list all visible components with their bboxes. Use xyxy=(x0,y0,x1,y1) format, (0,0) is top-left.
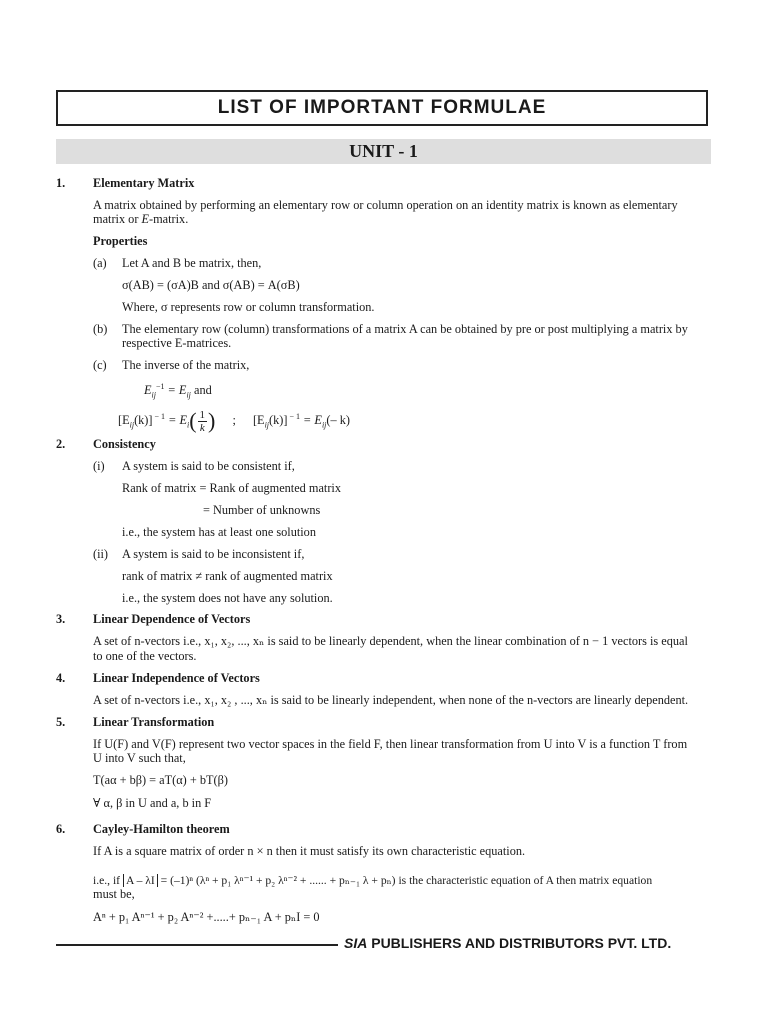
determinant-bars: A – λI xyxy=(123,874,158,887)
inverse-equation-1: $E_{ij}^{-1} = E_{ij}$ and xyxy=(144,381,212,400)
section-6-mustbe: must be, xyxy=(93,887,135,901)
section-5-title: Linear Transformation xyxy=(93,715,215,729)
consistency-ii-ie: i.e., the system does not have any solution. xyxy=(122,591,333,605)
consistency-i-text: A system is said to be consistent if, xyxy=(122,459,295,473)
consistency-ii-eq: rank of matrix ≠ rank of augmented matrix xyxy=(122,569,333,583)
page-title: LIST OF IMPORTANT FORMULAE xyxy=(217,97,547,118)
section-6-title: Cayley-Hamilton theorem xyxy=(93,822,230,836)
section-2-number: 2. xyxy=(56,437,66,451)
section-5-eq2: ∀ α, β in U and a, b in F xyxy=(93,796,212,810)
property-a-text: Let A and B be matrix, then, xyxy=(122,256,262,270)
property-a-label: (a) xyxy=(93,256,107,270)
inverse-equation-2: $[E_{ij}(k)] ^{- 1} = E_i$( $\frac{1}{k}$ ) ; $[E_{ij}(k)] ^{- 1} = E_{ij}(-$ k) xyxy=(118,408,350,434)
section-1-para-line1: A matrix obtained by performing an elementary row or column operation on an identity matrix is known as elementary xyxy=(93,198,678,212)
section-4-title: Linear Independence of Vectors xyxy=(93,671,260,685)
publisher-logo: SIA xyxy=(344,935,368,951)
footer-rule xyxy=(56,944,338,946)
property-c-text: The inverse of the matrix, xyxy=(122,358,250,372)
unit-heading-bar xyxy=(56,139,711,164)
section-3-title: Linear Dependence of Vectors xyxy=(93,612,251,626)
section-5-number: 5. xyxy=(56,715,66,729)
property-c-label: (c) xyxy=(93,358,107,372)
consistency-i-ie: i.e., the system has at least one solution xyxy=(122,525,316,539)
publisher-footer xyxy=(344,935,671,951)
section-2-title: Consistency xyxy=(93,437,156,451)
property-a-where: Where, σ represents row or column transformation. xyxy=(122,300,375,314)
section-6-characteristic-line: i.e., if A – λI = (–1)ⁿ (λⁿ + p₁ λⁿ⁻¹ + p₂ λⁿ⁻² + ...... + pₙ₋₁ λ + pₙ) is the characteristic equation of A then matrix equation xyxy=(93,874,653,887)
section-5-line2: U into V such that, xyxy=(93,751,186,765)
section-5-line1: If U(F) and V(F) represent two vector spaces in the field F, then linear transformation from U into V is a function T from xyxy=(93,737,688,751)
section-3-line1: A set of n-vectors i.e., x₁, x₂, ..., xₙ is said to be linearly dependent, when the linear combination of n − 1 vectors is equal xyxy=(93,634,688,648)
publisher-name: PUBLISHERS AND DISTRIBUTORS PVT. LTD. xyxy=(367,935,672,951)
property-b-line2: respective E-matrices. xyxy=(122,336,232,350)
consistency-i-label: (i) xyxy=(93,459,105,473)
section-3-line2: to one of the vectors. xyxy=(93,649,197,663)
section-1-number: 1. xyxy=(56,176,66,190)
section-1-title: Elementary Matrix xyxy=(93,176,195,190)
unit-heading: UNIT - 1 xyxy=(349,141,418,161)
section-4-number: 4. xyxy=(56,671,66,685)
section-6-number: 6. xyxy=(56,822,66,836)
section-6-final-equation: Aⁿ + p₁ Aⁿ⁻¹ + p₂ Aⁿ⁻² +.....+ pₙ₋₁ A + pₙI = 0 xyxy=(93,910,320,924)
properties-heading: Properties xyxy=(93,234,148,248)
section-3-number: 3. xyxy=(56,612,66,626)
section-1-para-line2: matrix or E-matrix. xyxy=(93,212,189,226)
consistency-i-eq1: Rank of matrix = Rank of augmented matrix xyxy=(122,481,342,495)
property-b-label: (b) xyxy=(93,322,108,336)
consistency-ii-label: (ii) xyxy=(93,547,109,561)
title-box xyxy=(56,90,708,126)
property-a-equation: σ(AB) = (σA)B and σ(AB) = A(σB) xyxy=(122,278,300,292)
section-6-line1: If A is a square matrix of order n × n then it must satisfy its own characteristic equation. xyxy=(93,844,526,858)
consistency-i-eq2: = Number of unknowns xyxy=(203,503,321,517)
section-5-eq1: T(aα + bβ) = aT(α) + bT(β) xyxy=(93,773,228,787)
consistency-ii-text: A system is said to be inconsistent if, xyxy=(122,547,305,561)
section-4-line1: A set of n-vectors i.e., x₁, x₂ , ..., xₙ is said to be linearly independent, when none of the n-vectors are linearly dependent. xyxy=(93,693,689,707)
property-b-line1: The elementary row (column) transformations of a matrix A can be obtained by pre or post multiplying a matrix by xyxy=(122,322,688,336)
